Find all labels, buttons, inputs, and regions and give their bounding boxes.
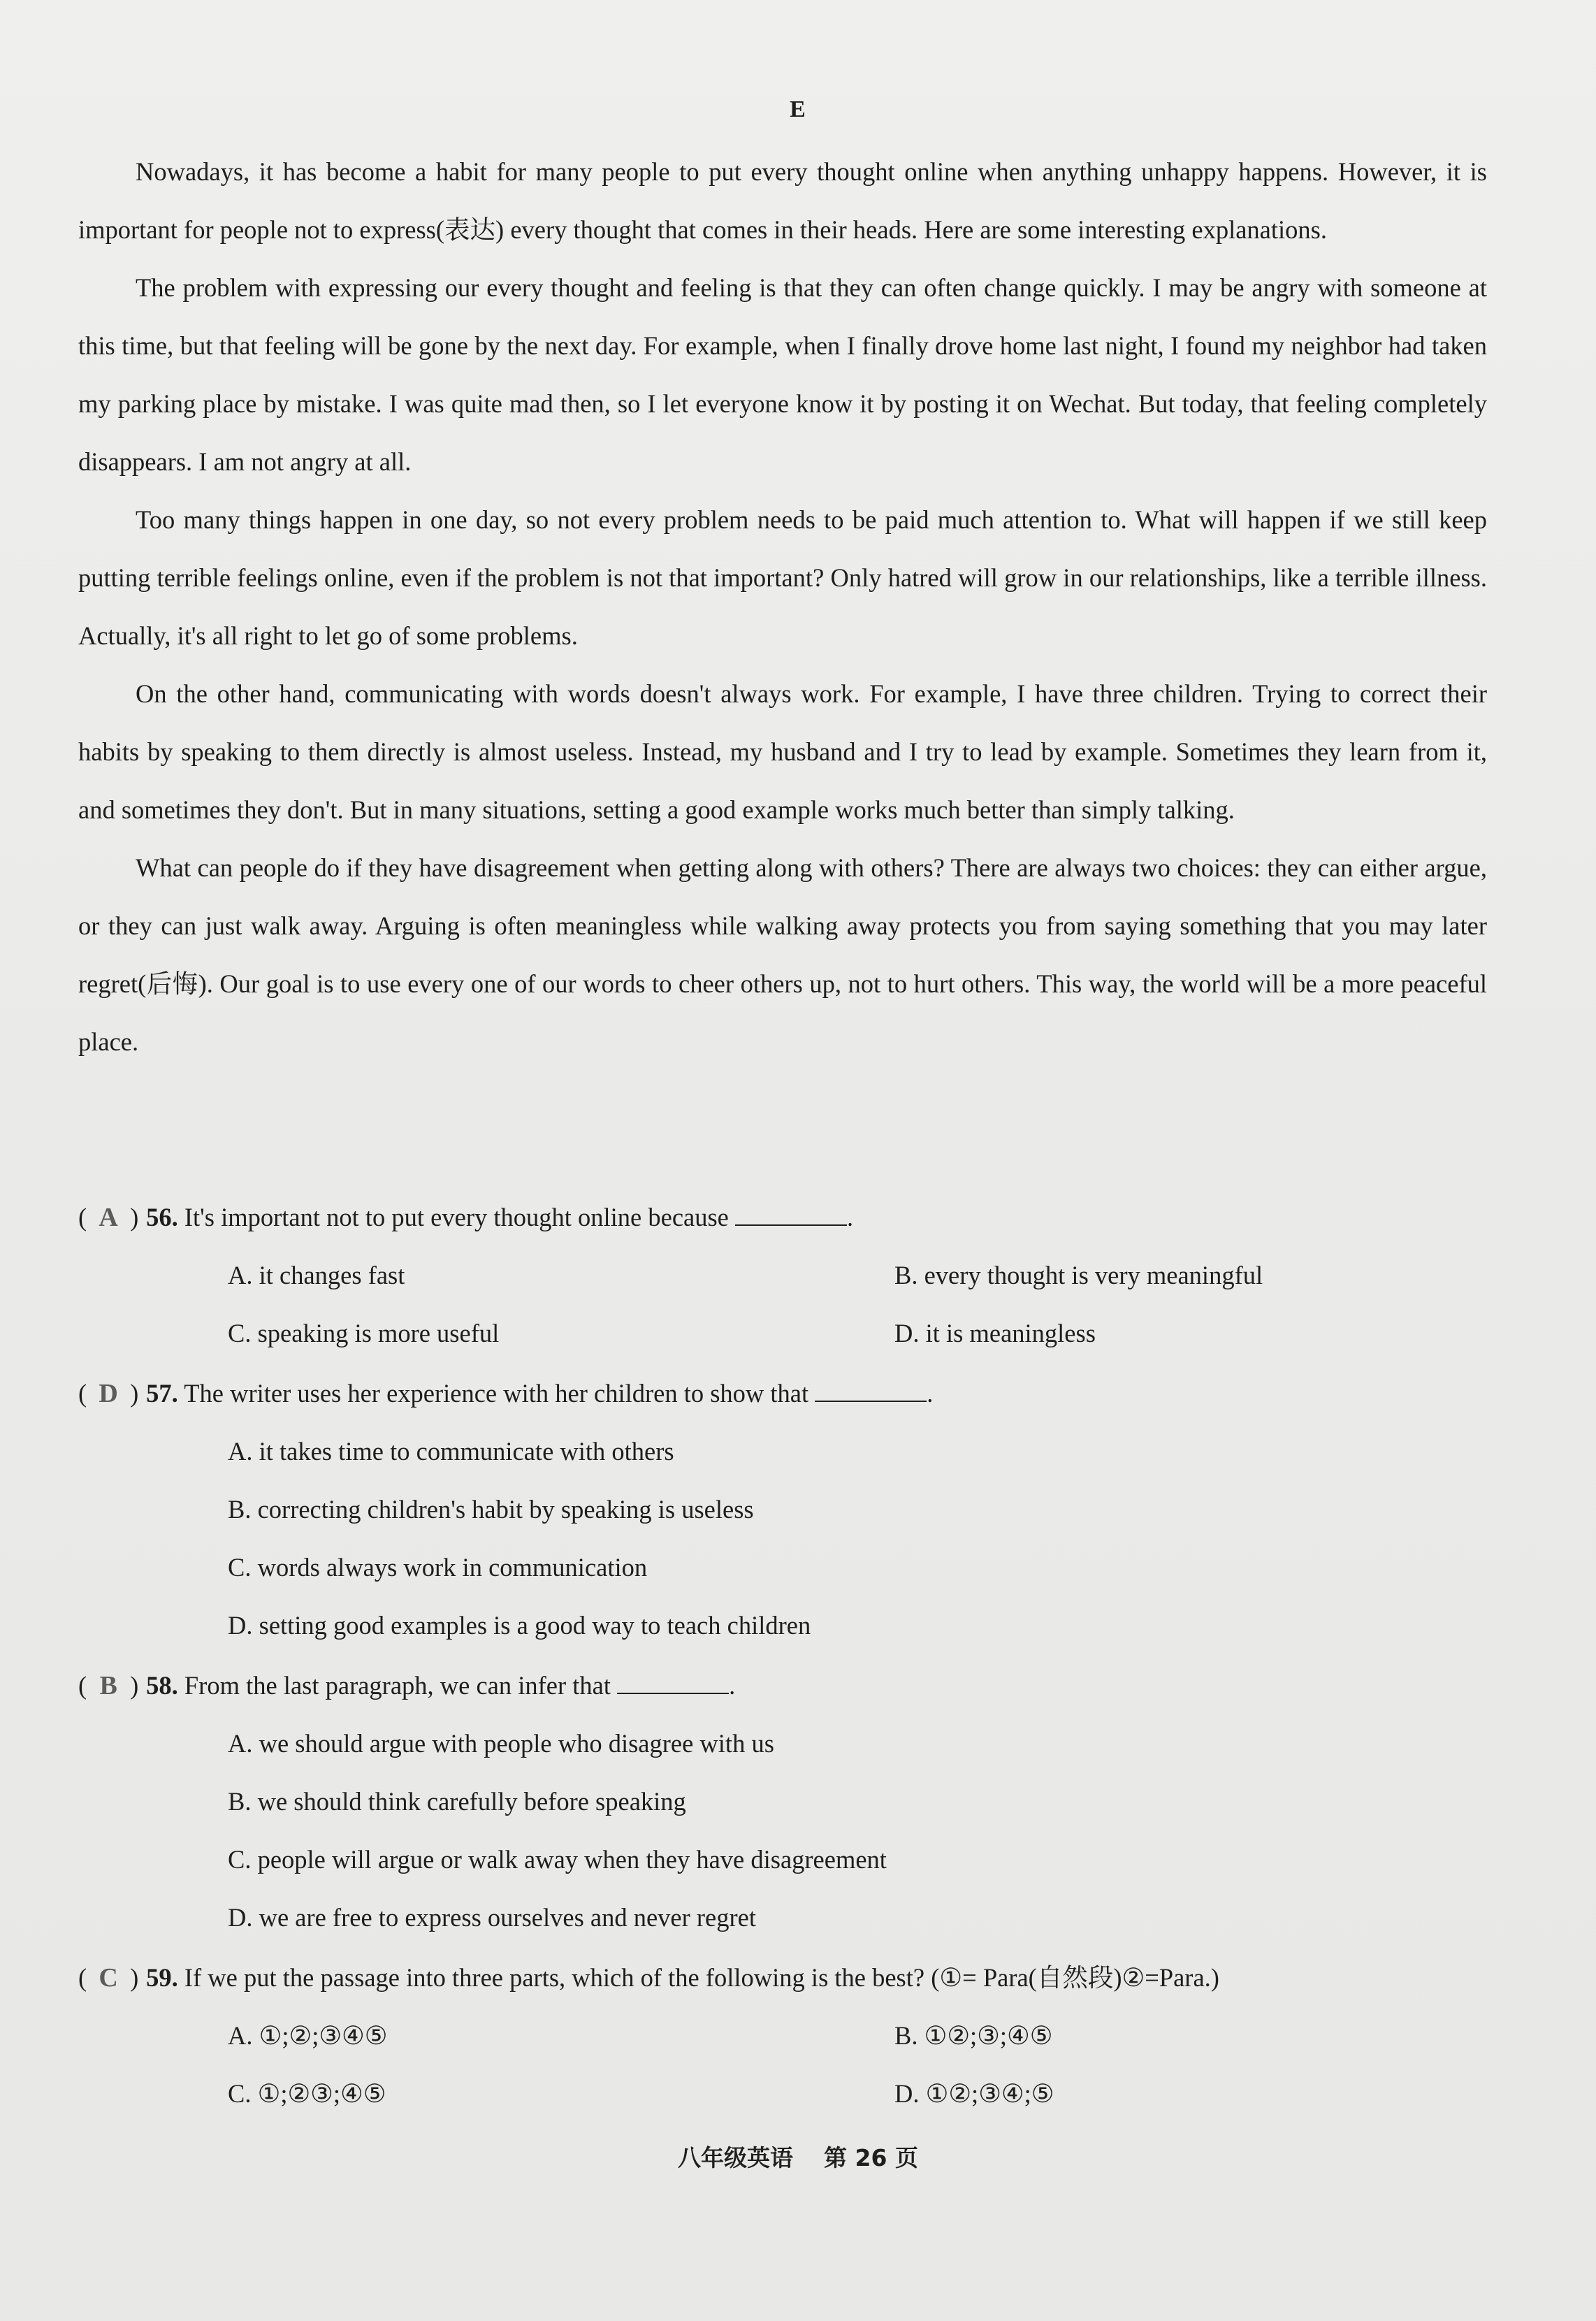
option-a: A. ①;②;③④⑤	[228, 2021, 388, 2050]
answer-bracket: ( D )	[78, 1364, 140, 1423]
paragraph-3: Too many things happen in one day, so not every problem needs to be paid much attention to. What will happen if we still keep putting terrible feelings online, even if the problem is not that important? Only hatred will grow in our relationships, like a terrible illness. Actually, it's all right to let go of some problems.	[78, 505, 1487, 650]
question-59	[78, 1948, 1487, 2007]
answer-blank	[735, 1205, 847, 1226]
page-footer	[0, 2140, 1596, 2173]
answer-mark: D	[99, 1379, 118, 1408]
option-d: D. it is meaningless	[894, 1319, 1096, 1347]
option-d: D. setting good examples is a good way to teach children	[228, 1611, 811, 1640]
question-stem: It's important not to put every thought online because	[184, 1203, 729, 1231]
question-number: 56.	[146, 1203, 178, 1231]
option-a: A. it takes time to communicate with others	[228, 1437, 674, 1466]
answer-blank	[617, 1673, 729, 1694]
option-c: C. words always work in communication	[228, 1553, 648, 1582]
question-number: 57.	[146, 1379, 178, 1408]
option-c: C. ①;②③;④⑤	[228, 2079, 386, 2108]
section-heading: E	[790, 96, 806, 122]
reading-passage	[78, 143, 1487, 1071]
option-c: C. speaking is more useful	[228, 1319, 500, 1347]
paragraph-4: On the other hand, communicating with words doesn't always work. For example, I have three children. Trying to correct their habits by speaking to them directly is almost useless. Instead, my husband and I try to lead by example. Sometimes they learn from it, and sometimes they don't. But in many situations, setting a good example works much better than simply talking.	[78, 679, 1487, 824]
answer-mark: C	[99, 1963, 118, 1993]
question-56: ( A ) 56. It's important not to put every thought online because .	[78, 1188, 1487, 1247]
footer-subject: 八年级英语	[678, 2144, 794, 2171]
answer-bracket: ( B )	[78, 1656, 140, 1715]
question-number: 59.	[146, 1963, 178, 1992]
question-58: ( B ) 58. From the last paragraph, we can infer that .	[78, 1656, 1487, 1715]
answer-blank	[815, 1381, 927, 1402]
option-b: B. every thought is very meaningful	[894, 1261, 1263, 1289]
option-b: B. correcting children's habit by speaking is useless	[228, 1495, 754, 1524]
question-stem: The writer uses her experience with her children to show that	[184, 1379, 809, 1408]
answer-mark: B	[99, 1671, 117, 1700]
answer-bracket: ( C )	[78, 1948, 140, 2007]
question-57: ( D ) 57. The writer uses her experience with her children to show that .	[78, 1364, 1487, 1423]
paragraph-2: The problem with expressing our every thought and feeling is that they can often change quickly. I may be angry with someone at this time, but that feeling will be gone by the next day. For example, when I finally drove home last night, I found my neighbor had taken my parking place by mistake. I was quite mad then, so I let everyone know it by posting it on Wechat. But today, that feeling completely disappears. I am not angry at all.	[78, 273, 1487, 476]
option-a: A. we should argue with people who disagree with us	[228, 1729, 774, 1758]
question-number: 58.	[146, 1671, 178, 1700]
option-b: B. we should think carefully before speaking	[228, 1787, 686, 1816]
footer-page-number: 第 26 页	[824, 2144, 918, 2171]
option-b: B. ①②;③;④⑤	[894, 2021, 1053, 2050]
answer-bracket: ( A )	[78, 1188, 140, 1247]
question-stem: From the last paragraph, we can infer that	[184, 1671, 611, 1700]
option-c: C. people will argue or walk away when they have disagreement	[228, 1845, 887, 1874]
option-d: D. ①②;③④;⑤	[894, 2079, 1054, 2108]
option-d: D. we are free to express ourselves and never regret	[228, 1903, 757, 1932]
option-a: A. it changes fast	[228, 1261, 405, 1289]
paragraph-5: What can people do if they have disagreement when getting along with others? There are always two choices: they can either argue, or they can just walk away. Arguing is often meaningless while walking away protects you from saying something that you may later regret(后悔). Our goal is to use every one of our words to cheer others up, not to hurt others. This way, the world will be a more peaceful place.	[78, 853, 1487, 1056]
answer-mark: A	[99, 1203, 118, 1232]
paragraph-1: Nowadays, it has become a habit for many people to put every thought online when anything unhappy happens. However, it is important for people not to express(表达) every thought that comes in their heads. Here are some interesting explanations.	[78, 157, 1487, 244]
question-stem: If we put the passage into three parts, which of the following is the best? (①= Para(自然段)②=Para.)	[184, 1963, 1219, 1992]
